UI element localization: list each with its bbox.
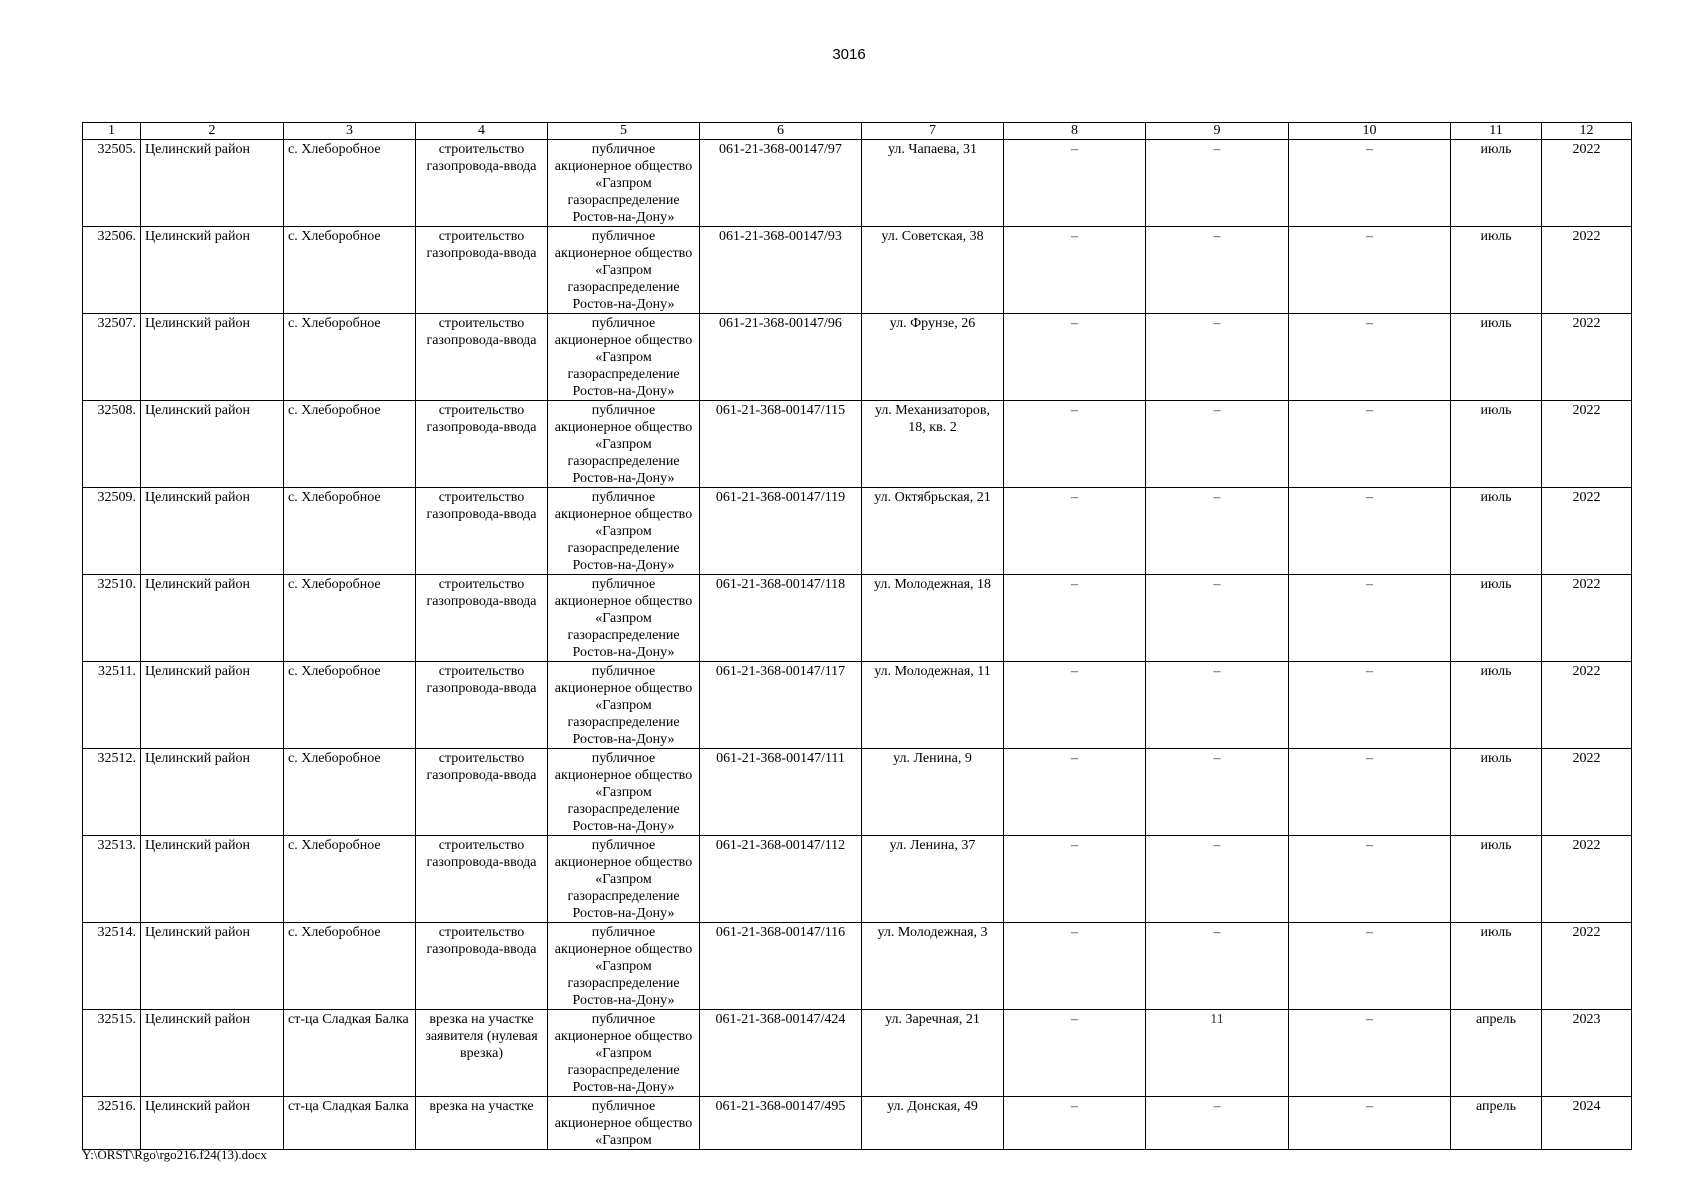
column-10-cell: –: [1289, 488, 1451, 575]
column-9-cell: –: [1146, 227, 1289, 314]
locality-cell: с. Хлеборобное: [284, 836, 416, 923]
column-header-9: 9: [1146, 123, 1289, 140]
organization-cell: публичное акционерное общество «Газпром газораспределение Ростов-на-Дону»: [548, 401, 700, 488]
column-10-cell: –: [1289, 575, 1451, 662]
column-10-cell: –: [1289, 1097, 1451, 1150]
address-cell: ул. Ленина, 9: [862, 749, 1004, 836]
registration-code-cell: 061-21-368-00147/96: [700, 314, 862, 401]
column-10-cell: –: [1289, 923, 1451, 1010]
work-type-cell: строительство газопровода-ввода: [416, 662, 548, 749]
table-row: [83, 227, 1632, 314]
locality-cell: с. Хлеборобное: [284, 662, 416, 749]
registration-code-cell: 061-21-368-00147/495: [700, 1097, 862, 1150]
district-cell: Целинский район: [141, 488, 284, 575]
address-cell: ул. Советская, 38: [862, 227, 1004, 314]
page-number: 3016: [832, 46, 866, 63]
column-9-cell: –: [1146, 1097, 1289, 1150]
row-number: 32506.: [83, 227, 141, 314]
column-9-cell: –: [1146, 314, 1289, 401]
column-8-cell: –: [1004, 575, 1146, 662]
column-9-cell: –: [1146, 923, 1289, 1010]
column-9-cell: –: [1146, 836, 1289, 923]
column-9-cell: 11: [1146, 1010, 1289, 1097]
column-10-cell: –: [1289, 401, 1451, 488]
column-8-cell: –: [1004, 836, 1146, 923]
table-row: [83, 749, 1632, 836]
column-9-cell: –: [1146, 662, 1289, 749]
locality-cell: с. Хлеборобное: [284, 401, 416, 488]
year-cell: 2022: [1542, 227, 1632, 314]
column-8-cell: –: [1004, 401, 1146, 488]
column-10-cell: –: [1289, 1010, 1451, 1097]
column-8-cell: –: [1004, 923, 1146, 1010]
registration-code-cell: 061-21-368-00147/118: [700, 575, 862, 662]
organization-cell: публичное акционерное общество «Газпром газораспределение Ростов-на-Дону»: [548, 836, 700, 923]
address-cell: ул. Механизаторов, 18, кв. 2: [862, 401, 1004, 488]
organization-cell: публичное акционерное общество «Газпром газораспределение Ростов-на-Дону»: [548, 314, 700, 401]
year-cell: 2022: [1542, 401, 1632, 488]
address-cell: ул. Молодежная, 3: [862, 923, 1004, 1010]
work-type-cell: строительство газопровода-ввода: [416, 488, 548, 575]
column-10-cell: –: [1289, 836, 1451, 923]
month-cell: июль: [1451, 836, 1542, 923]
work-type-cell: строительство газопровода-ввода: [416, 314, 548, 401]
column-8-cell: –: [1004, 662, 1146, 749]
footer-file-path: Y:\ORST\Rgo\rgo216.f24(13).docx: [82, 1147, 267, 1162]
month-cell: июль: [1451, 923, 1542, 1010]
work-type-cell: строительство газопровода-ввода: [416, 836, 548, 923]
table-row: [83, 923, 1632, 1010]
registration-code-cell: 061-21-368-00147/97: [700, 140, 862, 227]
year-cell: 2022: [1542, 836, 1632, 923]
district-cell: Целинский район: [141, 749, 284, 836]
locality-cell: с. Хлеборобное: [284, 488, 416, 575]
header-row: [83, 123, 1632, 140]
work-type-cell: строительство газопровода-ввода: [416, 227, 548, 314]
column-10-cell: –: [1289, 662, 1451, 749]
organization-cell: публичное акционерное общество «Газпром: [548, 1097, 700, 1150]
registration-code-cell: 061-21-368-00147/111: [700, 749, 862, 836]
year-cell: 2022: [1542, 749, 1632, 836]
registration-code-cell: 061-21-368-00147/115: [700, 401, 862, 488]
registry-table: [82, 122, 1632, 1150]
locality-cell: ст-ца Сладкая Балка: [284, 1097, 416, 1150]
month-cell: июль: [1451, 140, 1542, 227]
registration-code-cell: 061-21-368-00147/112: [700, 836, 862, 923]
locality-cell: с. Хлеборобное: [284, 923, 416, 1010]
organization-cell: публичное акционерное общество «Газпром газораспределение Ростов-на-Дону»: [548, 227, 700, 314]
table-body: [83, 140, 1632, 1150]
address-cell: ул. Заречная, 21: [862, 1010, 1004, 1097]
column-header-6: 6: [700, 123, 862, 140]
month-cell: июль: [1451, 227, 1542, 314]
work-type-cell: строительство газопровода-ввода: [416, 749, 548, 836]
column-10-cell: –: [1289, 749, 1451, 836]
column-8-cell: –: [1004, 1097, 1146, 1150]
column-9-cell: –: [1146, 488, 1289, 575]
row-number: 32505.: [83, 140, 141, 227]
address-cell: ул. Октябрьская, 21: [862, 488, 1004, 575]
row-number: 32510.: [83, 575, 141, 662]
district-cell: Целинский район: [141, 1097, 284, 1150]
column-9-cell: –: [1146, 401, 1289, 488]
column-10-cell: –: [1289, 314, 1451, 401]
district-cell: Целинский район: [141, 140, 284, 227]
locality-cell: с. Хлеборобное: [284, 227, 416, 314]
column-9-cell: –: [1146, 575, 1289, 662]
month-cell: апрель: [1451, 1097, 1542, 1150]
district-cell: Целинский район: [141, 923, 284, 1010]
work-type-cell: врезка на участке: [416, 1097, 548, 1150]
column-8-cell: –: [1004, 488, 1146, 575]
table-row: [83, 575, 1632, 662]
year-cell: 2022: [1542, 575, 1632, 662]
district-cell: Целинский район: [141, 575, 284, 662]
table-row: [83, 314, 1632, 401]
month-cell: июль: [1451, 662, 1542, 749]
district-cell: Целинский район: [141, 1010, 284, 1097]
registration-code-cell: 061-21-368-00147/119: [700, 488, 862, 575]
locality-cell: с. Хлеборобное: [284, 314, 416, 401]
column-8-cell: –: [1004, 314, 1146, 401]
address-cell: ул. Фрунзе, 26: [862, 314, 1004, 401]
locality-cell: с. Хлеборобное: [284, 140, 416, 227]
row-number: 32512.: [83, 749, 141, 836]
year-cell: 2022: [1542, 140, 1632, 227]
year-cell: 2022: [1542, 488, 1632, 575]
month-cell: июль: [1451, 488, 1542, 575]
address-cell: ул. Ленина, 37: [862, 836, 1004, 923]
row-number: 32515.: [83, 1010, 141, 1097]
row-number: 32507.: [83, 314, 141, 401]
row-number: 32514.: [83, 923, 141, 1010]
table-row: [83, 401, 1632, 488]
month-cell: июль: [1451, 401, 1542, 488]
month-cell: июль: [1451, 314, 1542, 401]
table-row: [83, 836, 1632, 923]
work-type-cell: строительство газопровода-ввода: [416, 140, 548, 227]
organization-cell: публичное акционерное общество «Газпром газораспределение Ростов-на-Дону»: [548, 1010, 700, 1097]
district-cell: Целинский район: [141, 227, 284, 314]
column-header-7: 7: [862, 123, 1004, 140]
row-number: 32509.: [83, 488, 141, 575]
row-number: 32516.: [83, 1097, 141, 1150]
column-header-1: 1: [83, 123, 141, 140]
row-number: 32508.: [83, 401, 141, 488]
address-cell: ул. Чапаева, 31: [862, 140, 1004, 227]
address-cell: ул. Молодежная, 18: [862, 575, 1004, 662]
organization-cell: публичное акционерное общество «Газпром газораспределение Ростов-на-Дону»: [548, 749, 700, 836]
registration-code-cell: 061-21-368-00147/117: [700, 662, 862, 749]
address-cell: ул. Донская, 49: [862, 1097, 1004, 1150]
table-row: [83, 1010, 1632, 1097]
column-header-4: 4: [416, 123, 548, 140]
registration-code-cell: 061-21-368-00147/93: [700, 227, 862, 314]
table-row: [83, 488, 1632, 575]
column-header-12: 12: [1542, 123, 1632, 140]
column-10-cell: –: [1289, 140, 1451, 227]
district-cell: Целинский район: [141, 401, 284, 488]
column-header-11: 11: [1451, 123, 1542, 140]
organization-cell: публичное акционерное общество «Газпром газораспределение Ростов-на-Дону»: [548, 488, 700, 575]
column-9-cell: –: [1146, 140, 1289, 227]
month-cell: июль: [1451, 575, 1542, 662]
column-8-cell: –: [1004, 1010, 1146, 1097]
column-header-2: 2: [141, 123, 284, 140]
month-cell: апрель: [1451, 1010, 1542, 1097]
district-cell: Целинский район: [141, 836, 284, 923]
column-header-10: 10: [1289, 123, 1451, 140]
organization-cell: публичное акционерное общество «Газпром газораспределение Ростов-на-Дону»: [548, 662, 700, 749]
district-cell: Целинский район: [141, 662, 284, 749]
locality-cell: с. Хлеборобное: [284, 575, 416, 662]
column-8-cell: –: [1004, 140, 1146, 227]
year-cell: 2022: [1542, 662, 1632, 749]
table-row: [83, 140, 1632, 227]
year-cell: 2022: [1542, 923, 1632, 1010]
month-cell: июль: [1451, 749, 1542, 836]
column-8-cell: –: [1004, 749, 1146, 836]
registration-code-cell: 061-21-368-00147/116: [700, 923, 862, 1010]
organization-cell: публичное акционерное общество «Газпром газораспределение Ростов-на-Дону»: [548, 575, 700, 662]
column-9-cell: –: [1146, 749, 1289, 836]
locality-cell: с. Хлеборобное: [284, 749, 416, 836]
year-cell: 2024: [1542, 1097, 1632, 1150]
work-type-cell: строительство газопровода-ввода: [416, 401, 548, 488]
organization-cell: публичное акционерное общество «Газпром газораспределение Ростов-на-Дону»: [548, 923, 700, 1010]
row-number: 32511.: [83, 662, 141, 749]
table-row: [83, 1097, 1632, 1150]
work-type-cell: строительство газопровода-ввода: [416, 923, 548, 1010]
locality-cell: ст-ца Сладкая Балка: [284, 1010, 416, 1097]
organization-cell: публичное акционерное общество «Газпром газораспределение Ростов-на-Дону»: [548, 140, 700, 227]
work-type-cell: строительство газопровода-ввода: [416, 575, 548, 662]
table-row: [83, 662, 1632, 749]
district-cell: Целинский район: [141, 314, 284, 401]
work-type-cell: врезка на участке заявителя (нулевая врезка): [416, 1010, 548, 1097]
address-cell: ул. Молодежная, 11: [862, 662, 1004, 749]
column-header-8: 8: [1004, 123, 1146, 140]
registration-code-cell: 061-21-368-00147/424: [700, 1010, 862, 1097]
column-10-cell: –: [1289, 227, 1451, 314]
column-8-cell: –: [1004, 227, 1146, 314]
year-cell: 2022: [1542, 314, 1632, 401]
column-header-5: 5: [548, 123, 700, 140]
row-number: 32513.: [83, 836, 141, 923]
year-cell: 2023: [1542, 1010, 1632, 1097]
column-header-3: 3: [284, 123, 416, 140]
